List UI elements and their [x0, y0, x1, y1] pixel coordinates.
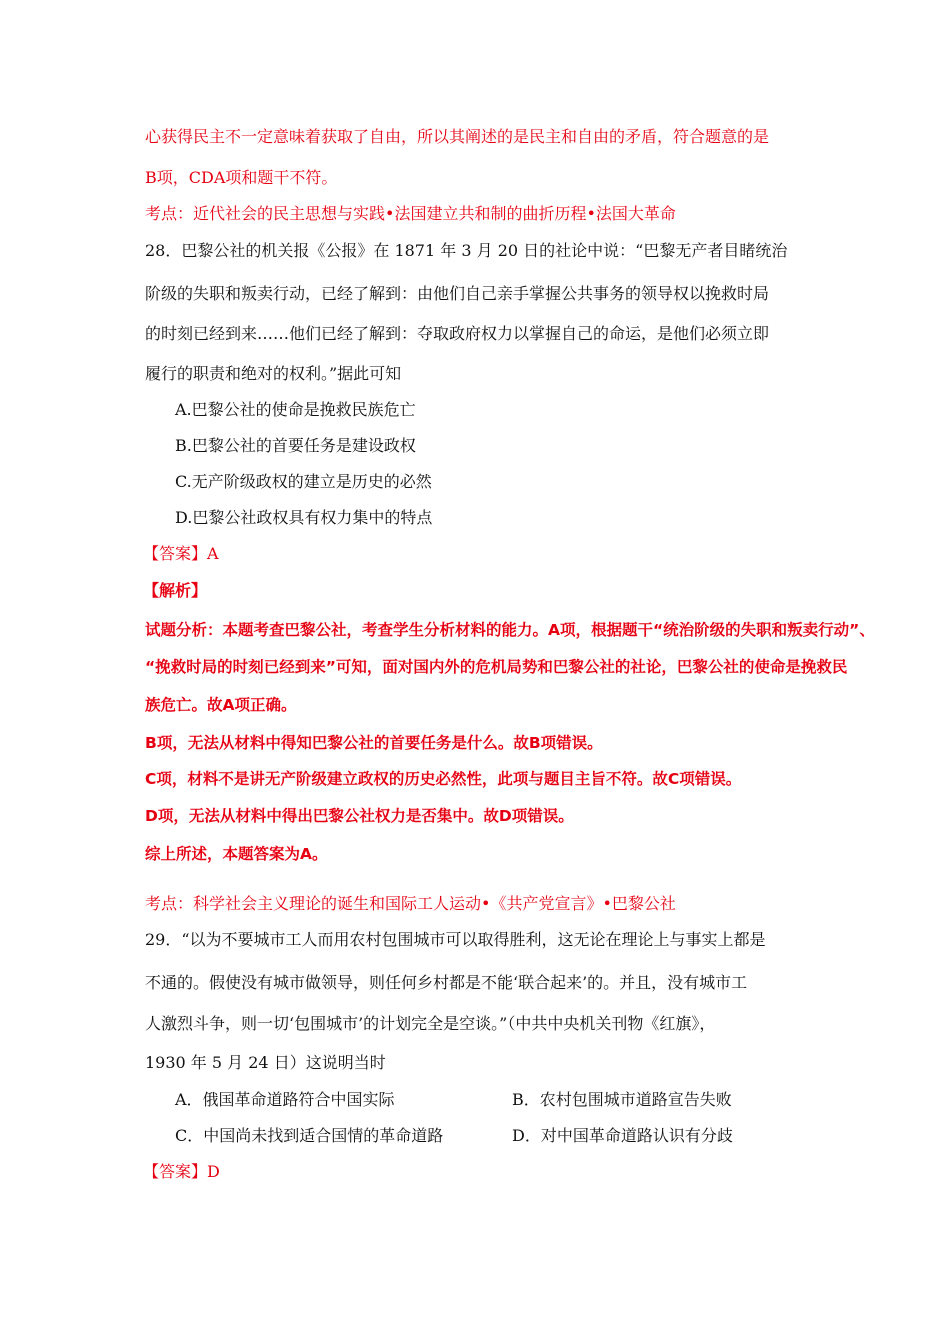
- q29-option-c: C．中国尚未找到适合国情的革命道路: [175, 1126, 444, 1145]
- q29-stem-line: 人激烈斗争，则一切‘包围城市’的计划完全是空谈。”（中共中央机关刊物《红旗》，: [145, 1014, 716, 1033]
- q29-option-a: A．俄国革命道路符合中国实际: [175, 1090, 395, 1109]
- q28-analysis-line: “挽救时局的时刻已经到来”可知，面对国内外的危机局势和巴黎公社的社论，巴黎公社的使命是挽救民: [145, 658, 848, 676]
- q28-option-b: B.巴黎公社的首要任务是建设政权: [175, 436, 416, 455]
- q28-option-d: D.巴黎公社政权具有权力集中的特点: [175, 508, 433, 527]
- q28-analysis-line: 综上所述，本题答案为A。: [145, 845, 328, 863]
- q28-stem-line: 28．巴黎公社的机关报《公报》在 1871 年 3 月 20 日的社论中说：“巴黎无产者目睹统治: [145, 241, 788, 260]
- q28-stem-line: 的时刻已经到来……他们已经了解到：夺取政府权力以掌握自己的命运，是他们必须立即: [145, 324, 770, 343]
- q27-kaodian: 考点：近代社会的民主思想与实践•法国建立共和制的曲折历程•法国大革命: [145, 204, 676, 223]
- q28-analysis-line: D项，无法从材料中得出巴黎公社权力是否集中。故D项错误。: [145, 807, 574, 825]
- q29-stem-line: 29．“以为不要城市工人而用农村包围城市可以取得胜利，这无论在理论上与事实上都是: [145, 930, 766, 949]
- q29-option-b: B．农村包围城市道路宣告失败: [512, 1090, 732, 1109]
- q28-analysis-line: 族危亡。故A项正确。: [145, 696, 297, 714]
- q28-kaodian: 考点：科学社会主义理论的诞生和国际工人运动•《共产党宣言》•巴黎公社: [145, 894, 676, 913]
- q28-analysis-label: 【解析】: [143, 581, 208, 600]
- q28-analysis-line: C项，材料不是讲无产阶级建立政权的历史必然性，此项与题目主旨不符。故C项错误。: [145, 770, 742, 788]
- q29-stem-line: 不通的。假使没有城市做领导，则任何乡村都是不能‘联合起来’的。并且，没有城市工: [145, 973, 748, 992]
- q28-stem-line: 履行的职责和绝对的权利。”据此可知: [145, 364, 402, 383]
- q28-answer: 【答案】A: [143, 544, 219, 563]
- q29-stem-line: 1930 年 5 月 24 日）这说明当时: [145, 1053, 386, 1072]
- q29-option-d: D．对中国革命道路认识有分歧: [512, 1126, 733, 1145]
- q28-analysis-line: 试题分析：本题考查巴黎公社，考查学生分析材料的能力。A项，根据题干“统治阶级的失职和叛卖行动”、: [145, 621, 875, 639]
- q28-analysis-line: B项，无法从材料中得知巴黎公社的首要任务是什么。故B项错误。: [145, 734, 603, 752]
- q27-explanation-line: 心获得民主不一定意味着获取了自由，所以其阐述的是民主和自由的矛盾，符合题意的是: [145, 127, 770, 146]
- q28-stem-line: 阶级的失职和叛卖行动，已经了解到：由他们自己亲手掌握公共事务的领导权以挽救时局: [145, 284, 770, 303]
- q28-option-a: A.巴黎公社的使命是挽救民族危亡: [175, 400, 416, 419]
- q28-option-c: C.无产阶级政权的建立是历史的必然: [175, 472, 432, 491]
- q29-answer: 【答案】D: [143, 1162, 220, 1181]
- q27-explanation-line: B项，CDA项和题干不符。: [145, 168, 338, 187]
